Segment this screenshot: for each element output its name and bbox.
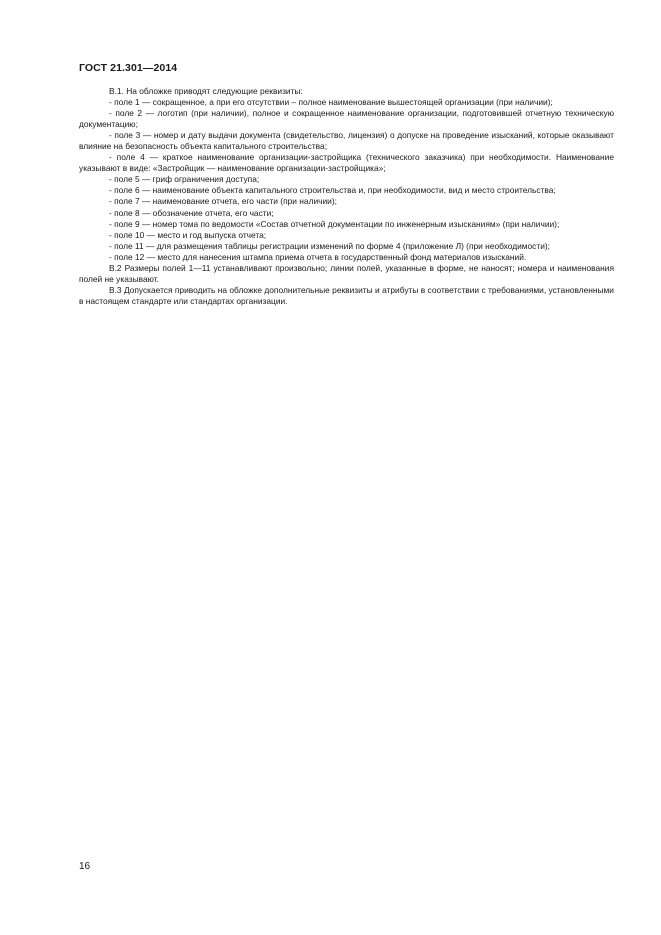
paragraph-b3: В.3 Допускается приводить на обложке дополнительные реквизиты и атрибуты в соответствии с требованиями, установленными в настоящем стандарте или стандартах организации. (79, 284, 614, 306)
paragraph-b2: В.2 Размеры полей 1—11 устанавливают произвольно; линии полей, указанные в форме, не наносят; номера и наименования полей не указывают. (79, 262, 614, 284)
paragraph-field-3: - поле 3 — номер и дату выдачи документа (свидетельство, лицензия) о допуске на проведение изысканий, которые оказывают влияние на безопасность объекта капитального строительства; (79, 130, 614, 152)
document-body (79, 86, 614, 307)
paragraph-field-7: - поле 7 — наименование отчета, его части (при наличии); (109, 196, 337, 207)
paragraph-field-11: - поле 11 — для размещения таблицы регистрации изменений по форме 4 (приложение Л) (при необходимости); (109, 240, 550, 251)
paragraph-field-4: - поле 4 — краткое наименование организации-застройщика (технического заказчика) при необходимости. Наименование указывают в виде: «Застройщик — наименование организации-застройщика»; (79, 152, 614, 174)
paragraph-field-2: - поле 2 — логотип (при наличии), полное и сокращенное наименование организации, подготовившей отчетную техническую документацию; (79, 108, 614, 130)
document-standard-code: ГОСТ 21.301—2014 (79, 62, 178, 74)
paragraph-field-9: - поле 9 — номер тома по ведомости «Состав отчетной документации по инженерным изысканиям» (при наличии); (109, 218, 560, 229)
paragraph-b1-intro: В.1. На обложке приводят следующие реквизиты: (109, 86, 303, 96)
paragraph-field-10: - поле 10 — место и год выпуска отчета; (109, 229, 267, 240)
paragraph-field-6: - поле 6 — наименование объекта капитального строительства и, при необходимости, вид и место строительства; (109, 185, 556, 196)
paragraph-field-5: - поле 5 — гриф ограничения доступа; (109, 174, 260, 185)
page-number: 16 (79, 861, 91, 872)
paragraph-field-12: - поле 12 — место для нанесения штампа приема отчета в государственный фонд материалов изысканий. (109, 251, 527, 262)
paragraph-field-1: - поле 1 — сокращенное, а при его отсутствии – полное наименование вышестоящей организации (при наличии); (109, 97, 553, 108)
paragraph-field-8: - поле 8 — обозначение отчета, его части; (109, 207, 274, 218)
